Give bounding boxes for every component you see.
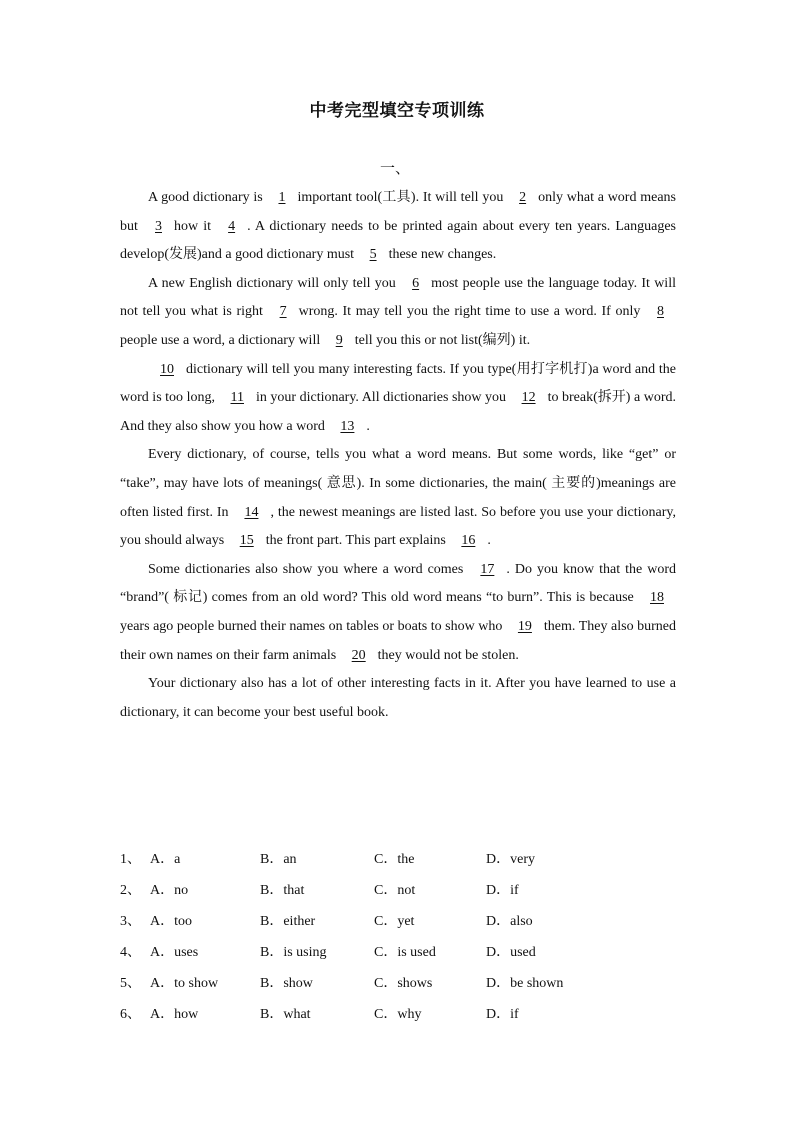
answer-blank: 6 (412, 275, 420, 291)
question-row (120, 939, 680, 970)
answer-blank: 13 (340, 418, 355, 434)
passage-text: to break(拆开) a word. And they also show you how a word (120, 390, 677, 434)
option-d: D．used (486, 945, 536, 960)
answer-blank: 20 (351, 647, 366, 663)
option-b: B．that (260, 883, 305, 898)
question-list (120, 846, 680, 1032)
passage-paragraph (120, 356, 676, 442)
passage-text: they would not be stolen. (377, 647, 519, 663)
passage-text: wrong. It may tell you the right time to use a word. If only (298, 304, 645, 320)
passage-text: years ago people burned their names on tables or boats to show who (120, 618, 506, 634)
passage-text: most people use the language today. It will not tell you what is right (120, 275, 676, 320)
passage-text: A new English dictionary will only tell you (148, 275, 401, 291)
answer-blank: 15 (239, 533, 254, 549)
passage-text: . (487, 533, 491, 549)
passage-text: . Do you know that the word “brand”( 标记) comes from an old word? This old word means “to burn”. This is because (120, 561, 677, 606)
answer-blank: 10 (160, 361, 174, 377)
answer-blank: 5 (369, 247, 377, 263)
option-d: D．also (486, 914, 533, 929)
question-row (120, 1001, 680, 1032)
answer-blank: 19 (517, 618, 532, 634)
answer-blank: 8 (657, 304, 664, 320)
answer-blank: 16 (461, 533, 476, 549)
passage-text: Your dictionary also has a lot of other interesting facts in it. After you have learned to use a dictionary, it can become your best useful book. (120, 676, 676, 720)
answer-blank: 2 (519, 190, 527, 205)
option-a: A．too (150, 914, 192, 929)
option-d: D．be shown (486, 976, 564, 991)
option-b: B．what (260, 1007, 311, 1022)
passage-text: , the newest meanings are listed last. So before you use your dictionary, you should always (120, 504, 676, 549)
answer-blank: 9 (335, 332, 343, 348)
passage-text: these new changes. (388, 247, 497, 263)
answer-blank: 3 (155, 218, 162, 234)
option-c: C．the (374, 852, 415, 867)
option-c: C．yet (374, 914, 415, 929)
answer-blank: 17 (480, 561, 495, 577)
passage-text: . (366, 418, 370, 434)
option-d: D．very (486, 852, 535, 867)
answer-blank: 4 (228, 218, 236, 234)
passage-paragraph (120, 270, 676, 356)
passage-paragraph (120, 670, 676, 727)
passage-text: tell you this or not list(编列) it. (354, 332, 531, 348)
passage-text: A good dictionary is (148, 190, 267, 205)
option-c: C．not (374, 883, 416, 898)
passage-paragraph (120, 441, 676, 555)
answer-blank: 12 (521, 390, 536, 406)
option-c: C．is used (374, 945, 436, 960)
option-d: D．if (486, 883, 519, 898)
question-number: 6、 (120, 1007, 141, 1022)
option-a: A．no (150, 883, 189, 898)
passage-paragraph (120, 184, 676, 270)
option-b: B．an (260, 852, 297, 867)
question-number: 4、 (120, 945, 141, 960)
passage-text: the front part. This part explains (265, 533, 450, 549)
passage-text: only what a word means but (120, 190, 676, 234)
passage-paragraph (120, 556, 676, 670)
question-row (120, 877, 680, 908)
question-number: 1、 (120, 852, 141, 867)
answer-blank: 18 (650, 590, 664, 606)
passage-text: how it (174, 218, 217, 234)
passage-text: people use a word, a dictionary will (120, 332, 324, 348)
option-a: A．how (150, 1007, 199, 1022)
option-c: C．shows (374, 976, 433, 991)
section-number: 一、 (380, 161, 411, 177)
answer-blank: 1 (278, 190, 286, 205)
answer-blank: 7 (279, 304, 287, 320)
option-d: D．if (486, 1007, 519, 1022)
option-b: B．show (260, 976, 313, 991)
passage-text: them. They also burned their own names on their farm animals (120, 618, 676, 663)
passage-text: Some dictionaries also show you where a word comes (148, 561, 469, 577)
option-c: C．why (374, 1007, 422, 1022)
question-number: 3、 (120, 914, 141, 929)
question-row (120, 846, 680, 877)
option-a: A．to show (150, 976, 219, 991)
question-number: 2、 (120, 883, 141, 898)
option-a: A．uses (150, 945, 199, 960)
passage-text: important tool(工具). It will tell you (297, 190, 508, 205)
option-a: A．a (150, 852, 181, 867)
page-title: 中考完型填空专项训练 (309, 101, 485, 120)
question-row (120, 908, 680, 939)
option-b: B．either (260, 914, 316, 929)
passage-text: dictionary will tell you many interesting facts. If you type(用打字机打)a word and the word is too long, (120, 361, 676, 406)
cloze-passage (120, 184, 676, 727)
passage-text: in your dictionary. All dictionaries show you (255, 390, 510, 406)
passage-text: . A dictionary needs to be printed again about every ten years. Languages develop(发展)and a good dictionary must (120, 218, 677, 263)
question-number: 5、 (120, 976, 141, 991)
answer-blank: 11 (230, 390, 244, 406)
passage-text: Every dictionary, of course, tells you what a word means. But some words, like “get” or “take”, may have lots of meanings( 意思). In some dictionaries, the main( 主要的)meanings are often listed first. In (120, 447, 676, 520)
question-row (120, 970, 680, 1001)
answer-blank: 14 (244, 504, 259, 520)
option-b: B．is using (260, 945, 327, 960)
